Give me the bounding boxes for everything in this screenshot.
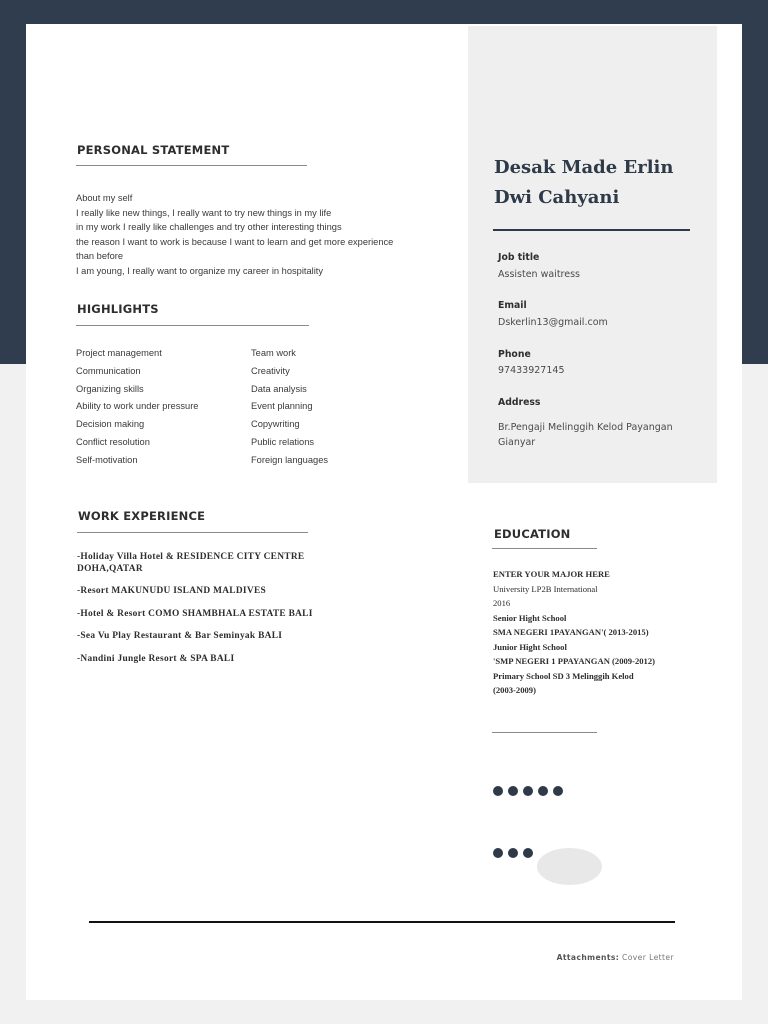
name-line-1: Desak Made Erlin: [494, 157, 674, 178]
personal-statement-divider: [76, 165, 307, 166]
highlight-item: Communication: [76, 365, 141, 376]
decorative-dot: [553, 786, 563, 796]
decorative-dot: [508, 786, 518, 796]
candidate-name: [494, 153, 673, 213]
statement-line: I really like new things, I really want to try new things in my life: [76, 207, 332, 218]
highlight-item: Event planning: [251, 401, 313, 412]
education-line: SMA NEGERI 1PAYANGAN'( 2013-2015): [493, 627, 649, 637]
work-experience-item: -Nandini Jungle Resort & SPA BALI: [77, 653, 235, 664]
highlights-divider: [76, 325, 309, 326]
highlights-heading: HIGHLIGHTS: [77, 302, 159, 316]
decorative-dot: [523, 786, 533, 796]
highlight-item: Copywriting: [251, 419, 300, 430]
highlight-item: Data analysis: [251, 383, 307, 394]
attachments-value[interactable]: Cover Letter: [622, 953, 674, 962]
education-line: Junior Hight School: [493, 641, 567, 652]
work-experience-item: -Hotel & Resort COMO SHAMBHALA ESTATE BALI: [77, 608, 313, 619]
education-line: Primary School SD 3 Melinggih Kelod: [493, 670, 634, 681]
footer-divider: [89, 921, 675, 923]
decorative-dot: [493, 848, 503, 858]
personal-statement-text: [76, 191, 456, 278]
education-bottom-divider: [492, 732, 597, 733]
highlights-column-1: [76, 345, 198, 470]
phone-value[interactable]: 97433927145: [498, 365, 565, 376]
education-line: ENTER YOUR MAJOR HERE: [493, 569, 610, 579]
highlight-item: Conflict resolution: [76, 436, 150, 447]
highlights-column-2: [251, 345, 328, 470]
decorative-dot: [538, 786, 548, 796]
highlight-item: Organizing skills: [76, 383, 144, 394]
work-experience-divider: [77, 532, 308, 533]
education-heading: EDUCATION: [494, 527, 571, 541]
highlight-item: Creativity: [251, 365, 290, 376]
education-line: 'SMP NEGERI 1 PPAYANGAN (2009-2012): [493, 656, 656, 666]
highlight-item: Foreign languages: [251, 454, 329, 465]
decorative-dot: [493, 786, 503, 796]
address-line: Br.Pengaji Melinggih Kelod Payangan: [498, 422, 673, 433]
education-line: University LP2B International: [493, 583, 598, 594]
decorative-dot: [523, 848, 533, 858]
education-line: 2016: [493, 598, 511, 608]
education-divider: [492, 548, 597, 549]
attachments-label: Attachments:: [556, 953, 620, 962]
name-line-2: Dwi Cahyani: [494, 187, 620, 208]
highlight-item: Ability to work under pressure: [76, 401, 199, 412]
name-divider: [493, 229, 690, 231]
highlight-item: Self-motivation: [76, 454, 138, 465]
address-label: Address: [498, 397, 541, 408]
address-value: [498, 421, 713, 450]
attachments-note: [557, 953, 674, 962]
personal-statement-heading: PERSONAL STATEMENT: [77, 143, 230, 157]
education-details: [493, 567, 723, 698]
work-experience-heading: WORK EXPERIENCE: [78, 509, 206, 523]
work-experience-item: -Sea Vu Play Restaurant & Bar Seminyak BALI: [77, 631, 283, 641]
statement-line: I am young, I really want to organize my career in hospitality: [76, 265, 323, 276]
statement-line: in my work I really like challenges and try other interesting things: [76, 222, 342, 232]
statement-line: the reason I want to work is because I want to learn and get more experience: [76, 236, 394, 247]
email-value[interactable]: Dskerlin13@gmail.com: [498, 317, 608, 328]
job-title-label: Job title: [498, 252, 540, 263]
work-experience-list: [77, 552, 337, 676]
highlight-item: Decision making: [76, 419, 145, 430]
highlight-item: Project management: [76, 348, 162, 358]
statement-line: than before: [76, 251, 124, 261]
work-experience-item: -Resort MAKUNUDU ISLAND MALDIVES: [77, 586, 267, 596]
decorative-oval: [537, 848, 602, 885]
job-title-value: Assisten waitress: [498, 269, 580, 280]
phone-label: Phone: [498, 349, 531, 360]
education-line: (2003-2009): [493, 685, 536, 695]
work-experience-item: -Holiday Villa Hotel & RESIDENCE CITY CENTRE DOHA,QATAR: [77, 552, 305, 574]
statement-line: About my self: [76, 193, 133, 203]
highlight-item: Public relations: [251, 436, 315, 447]
education-line: Senior Hight School: [493, 612, 567, 623]
decorative-dot: [508, 848, 518, 858]
email-label: Email: [498, 300, 527, 311]
address-line: Gianyar: [498, 436, 536, 448]
highlight-item: Team work: [251, 348, 296, 358]
